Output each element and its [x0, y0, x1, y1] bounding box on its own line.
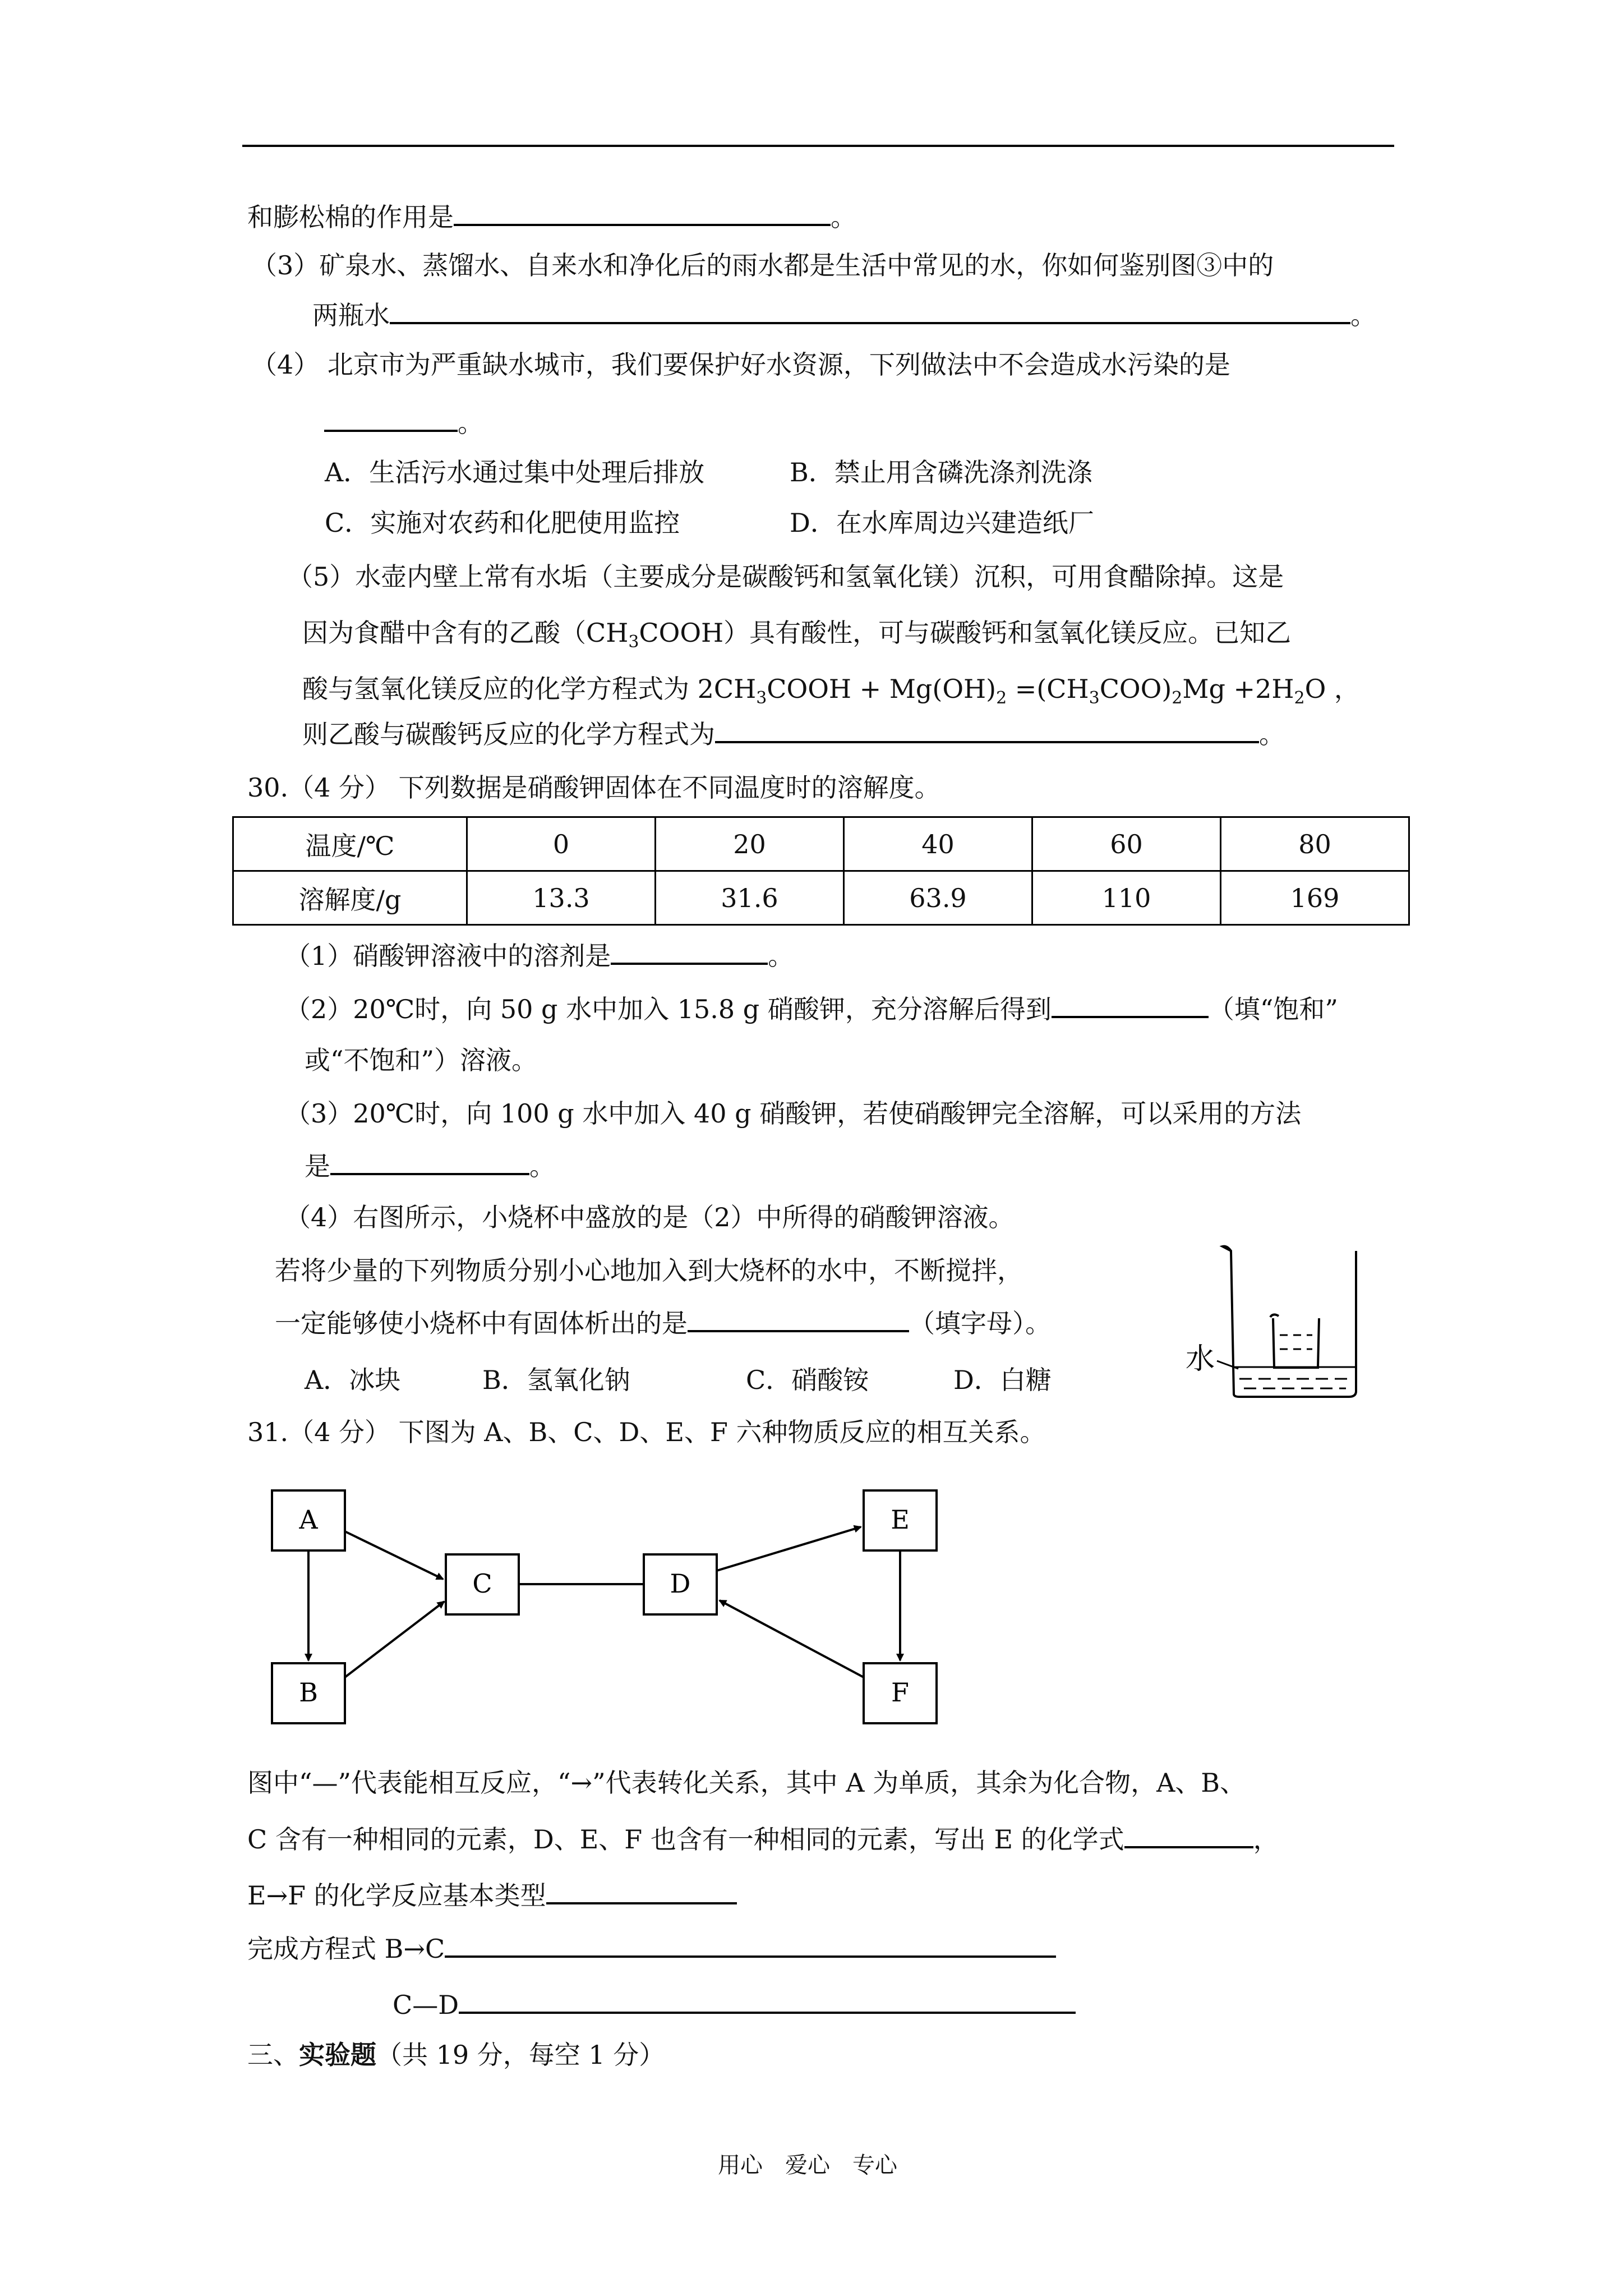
q29-p5-text: （5）水壶内壁上常有水垢（主要成分是碳酸钙和氢氧化镁）沉积，可用食醋除掉。这是 [287, 562, 1284, 592]
text: 酸与氢氧化镁反应的化学方程式为 2CH [302, 674, 757, 704]
label-leader-line [1217, 1361, 1238, 1369]
q30-p1 [285, 937, 794, 973]
small-beaker [1270, 1314, 1319, 1368]
q30-opt-A [305, 1363, 400, 1397]
q30-title [247, 771, 940, 804]
table-cell: 31.6 [656, 871, 844, 925]
text: （共 19 分，每空 1 分） [376, 2040, 665, 2070]
q29-p5-line4 [302, 715, 1285, 751]
text: 完成方程式 B→C [247, 1934, 445, 1964]
answer-blank[interactable] [445, 1930, 1056, 1958]
solubility-table [232, 816, 1410, 926]
period: 。 [1350, 300, 1376, 330]
q31-title-text: 31.（4 分） 下图为 A、B、C、D、E、F 六种物质反应的相互关系。 [247, 1417, 1046, 1447]
text: COO) [1099, 674, 1172, 704]
option-d: D．白糖 [953, 1365, 1052, 1395]
node-E-label: E [891, 1504, 910, 1535]
q31-desc-line2 [247, 1820, 1279, 1856]
water-label: 水 [1186, 1342, 1215, 1376]
subscript: 3 [1089, 688, 1100, 708]
section-heading [247, 2038, 665, 2072]
q29-p3-text2: 两瓶水 [312, 300, 390, 330]
subscript: 2 [1294, 688, 1305, 708]
table-row [233, 871, 1409, 925]
node-C-label: C [472, 1568, 492, 1599]
table-cell: 20 [656, 817, 844, 871]
table-cell: 169 [1221, 871, 1409, 925]
q29-cont-text: 和膨松棉的作用是 [247, 202, 454, 232]
table-row [233, 817, 1409, 871]
period: 。 [529, 1151, 555, 1181]
answer-blank[interactable] [459, 1986, 1076, 2014]
text: 是 [305, 1151, 330, 1181]
option-c: C．实施对农药和化肥使用监控 [325, 508, 680, 538]
q29-opt-B [790, 455, 1092, 489]
reaction-diagram [264, 1481, 953, 1739]
page-footer: 用心 爱心 专心 [718, 2152, 897, 2178]
arrow-A-to-C [345, 1531, 443, 1579]
q30-opt-B [482, 1363, 630, 1397]
option-b: B．氢氧化钠 [482, 1365, 630, 1395]
q29-p4-line1 [251, 348, 1230, 381]
q29-p5-line1 [287, 560, 1284, 593]
answer-blank[interactable] [1052, 990, 1209, 1018]
subscript: 2 [996, 688, 1007, 708]
table-cell: 63.9 [844, 871, 1032, 925]
node-B-label: B [299, 1677, 318, 1708]
header-rule [242, 145, 1394, 147]
table-cell: 60 [1032, 817, 1221, 871]
arrow-F-to-D [720, 1600, 864, 1677]
q31-title [247, 1415, 1046, 1449]
q30-p3-line1 [285, 1097, 1301, 1130]
text: 一定能够使小烧杯中有固体析出的是 [275, 1308, 688, 1338]
period: 。 [458, 408, 483, 438]
table-header-cell: 温度/℃ [233, 817, 467, 871]
text: Mg +2H [1182, 674, 1294, 704]
text: =(CH [1007, 674, 1089, 704]
answer-blank[interactable] [546, 1876, 737, 1904]
text: （1）硝酸钾溶液中的溶剂是 [285, 941, 611, 971]
q30-p2-line1 [285, 990, 1338, 1026]
node-F-label: F [891, 1677, 909, 1708]
text: 或“不饱和”）溶液。 [305, 1045, 538, 1075]
text: 三、 [247, 2040, 299, 2070]
arrow-D-to-E [717, 1527, 861, 1571]
text: （2）20℃时，向 50 g 水中加入 15.8 g 硝酸钾，充分溶解后得到 [285, 994, 1052, 1024]
text: （4）右图所示，小烧杯中盛放的是（2）中所得的硝酸钾溶液。 [285, 1202, 1015, 1232]
q30-title-text: 30.（4 分） 下列数据是硝酸钾固体在不同温度时的溶解度。 [247, 772, 940, 803]
text: 因为食醋中含有的乙酸（CH [302, 618, 629, 648]
q29-opt-A [325, 455, 704, 489]
q29-opt-D [790, 506, 1094, 540]
q31-desc-line1 [247, 1766, 1246, 1800]
text: 若将少量的下列物质分别小心地加入到大烧杯的水中，不断搅拌， [275, 1255, 1023, 1286]
node-A-label: A [299, 1504, 318, 1535]
table-cell: 13.3 [467, 871, 656, 925]
option-a: A．生活污水通过集中处理后排放 [325, 457, 705, 487]
text: 图中“—”代表能相互反应，“→”代表转化关系，其中 A 为单质，其余为化合物，A、B、 [247, 1768, 1246, 1798]
q29-p3-line2 [312, 296, 1376, 332]
q30-p4-line2 [275, 1254, 1023, 1287]
answer-blank[interactable] [611, 937, 768, 965]
q29-p4-line2 [324, 404, 483, 440]
q30-p4-line3 [275, 1304, 1051, 1340]
period: 。 [831, 202, 856, 232]
answer-blank[interactable] [1124, 1820, 1253, 1848]
text: （填字母）。 [909, 1308, 1051, 1338]
subscript: 2 [1172, 688, 1183, 708]
answer-blank[interactable] [688, 1304, 909, 1332]
table-cell: 0 [467, 817, 656, 871]
answer-blank[interactable] [715, 715, 1259, 743]
node-D-label: D [670, 1568, 691, 1599]
q30-opt-C [746, 1363, 869, 1397]
q29-p3-text: （3）矿泉水、蒸馏水、自来水和净化后的雨水都是生活中常见的水，你如何鉴别图③中的 [251, 250, 1274, 280]
option-d: D．在水库周边兴建造纸厂 [790, 508, 1094, 538]
table-cell: 80 [1221, 817, 1409, 871]
q29-opt-C [325, 506, 680, 540]
q29-cont-line [247, 198, 856, 234]
text: E→F 的化学反应基本类型 [247, 1880, 546, 1911]
text: C 含有一种相同的元素，D、E、F 也含有一种相同的元素，写出 E 的化学式 [247, 1824, 1124, 1855]
beaker-figure [1178, 1228, 1368, 1408]
period: 。 [768, 941, 794, 971]
q31-desc-line3 [247, 1876, 737, 1912]
table-header-cell: 溶解度/g [233, 871, 467, 925]
text: C—D [393, 1990, 459, 2020]
q29-p4-text: （4） 北京市为严重缺水城市，我们要保护好水资源，下列做法中不会造成水污染的是 [251, 349, 1230, 380]
q29-p5-line3 [302, 672, 1360, 715]
text: COOH）具有酸性，可与碳酸钙和氢氧化镁反应。已知乙 [639, 618, 1292, 648]
text: O ， [1304, 674, 1360, 704]
answer-blank[interactable] [324, 404, 458, 432]
period: 。 [1259, 719, 1285, 749]
answer-blank[interactable] [390, 296, 1350, 324]
q29-p5-line2 [302, 616, 1291, 659]
text: （3）20℃时，向 100 g 水中加入 40 g 硝酸钾，若使硝酸钾完全溶解，可以采用的方法 [285, 1098, 1302, 1129]
subscript: 3 [756, 688, 767, 708]
option-a: A．冰块 [305, 1365, 401, 1395]
q30-p4-line1 [285, 1200, 1015, 1234]
q30-p2-line2 [305, 1043, 537, 1077]
section-title: 实验题 [299, 2040, 376, 2070]
table-cell: 110 [1032, 871, 1221, 925]
answer-blank[interactable] [454, 198, 831, 226]
text: ， [1253, 1824, 1279, 1855]
q31-desc-line4 [247, 1930, 1056, 1966]
text: （填“饱和” [1208, 994, 1338, 1024]
q30-opt-D [953, 1363, 1052, 1397]
large-beaker [1223, 1246, 1356, 1397]
option-b: B．禁止用含磷洗涤剂洗涤 [790, 457, 1092, 487]
q29-p3-line1 [251, 249, 1274, 282]
option-c: C．硝酸铵 [746, 1365, 869, 1395]
text: 则乙酸与碳酸钙反应的化学方程式为 [302, 719, 715, 749]
q30-p3-line2 [305, 1147, 555, 1183]
table-cell: 40 [844, 817, 1032, 871]
q31-desc-line5 [393, 1986, 1076, 2022]
answer-blank[interactable] [330, 1147, 529, 1175]
subscript: 3 [628, 632, 639, 652]
text: COOH + Mg(OH) [767, 674, 997, 704]
arrow-B-to-C [345, 1602, 444, 1677]
